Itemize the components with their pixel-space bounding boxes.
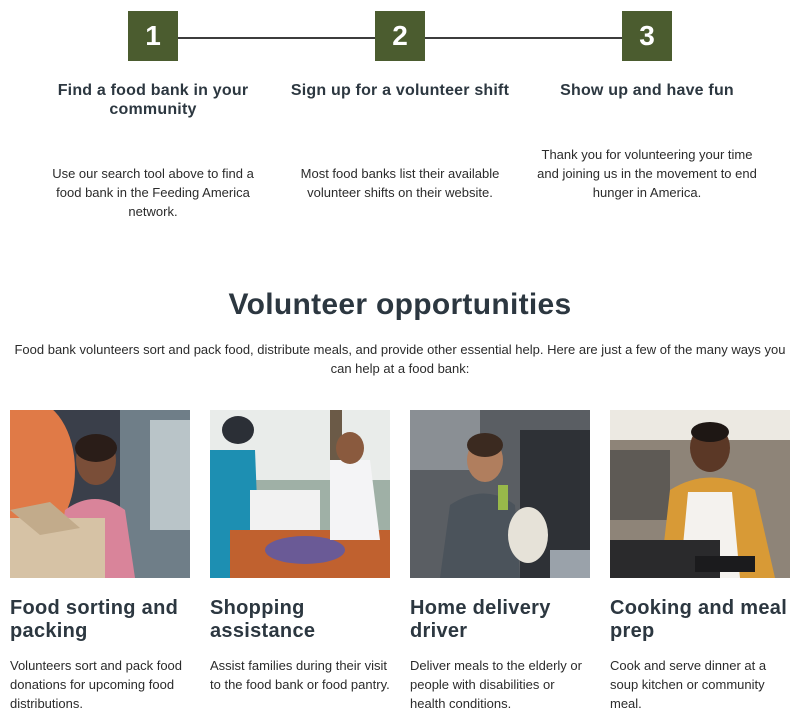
cooking-photo: [610, 410, 790, 578]
step-number-badge: 1: [128, 11, 178, 61]
step-2: [290, 11, 510, 200]
section-intro: Food bank volunteers sort and pack food, distribute meals, and provide other essential help. Here are just a few of the many ways you can help at a food bank:: [14, 342, 786, 376]
opportunity-card-shopping-assistance[interactable]: [210, 410, 390, 694]
opportunity-card-cooking[interactable]: [610, 410, 790, 713]
card-title[interactable]: Food sorting and packing: [10, 597, 179, 642]
step-title: Find a food bank in your community: [57, 82, 249, 118]
card-description: Volunteers sort and pack food donations for upcoming food distributions.: [10, 658, 183, 711]
card-description: Deliver meals to the elderly or people with disabilities or health conditions.: [410, 658, 582, 711]
opportunity-card-home-delivery[interactable]: [410, 410, 590, 713]
section-title: Volunteer opportunities: [228, 288, 572, 321]
shopping-assistance-photo: [210, 410, 390, 578]
step-1: [43, 11, 263, 219]
home-delivery-photo: [410, 410, 590, 578]
step-description: Thank you for volunteering your time and joining us in the movement to end hunger in America.: [537, 147, 757, 200]
card-title[interactable]: Cooking and meal prep: [610, 597, 788, 642]
opportunity-card-food-sorting[interactable]: [10, 410, 190, 713]
card-description: Assist families during their visit to the food bank or food pantry.: [210, 658, 390, 692]
step-number-badge: 2: [375, 11, 425, 61]
step-description: Most food banks list their available volunteer shifts on their website.: [300, 166, 500, 200]
step-description: Use our search tool above to find a food bank in the Feeding America network.: [52, 166, 254, 219]
volunteer-steps: [0, 0, 800, 240]
card-title[interactable]: Home delivery driver: [410, 597, 551, 642]
card-title[interactable]: Shopping assistance: [210, 597, 316, 642]
step-3: [537, 11, 757, 200]
food-sorting-photo: [10, 410, 190, 578]
step-number-badge: 3: [622, 11, 672, 61]
step-title: Show up and have fun: [560, 82, 734, 99]
card-description: Cook and serve dinner at a soup kitchen or community meal.: [610, 658, 767, 711]
step-title: Sign up for a volunteer shift: [290, 82, 510, 99]
